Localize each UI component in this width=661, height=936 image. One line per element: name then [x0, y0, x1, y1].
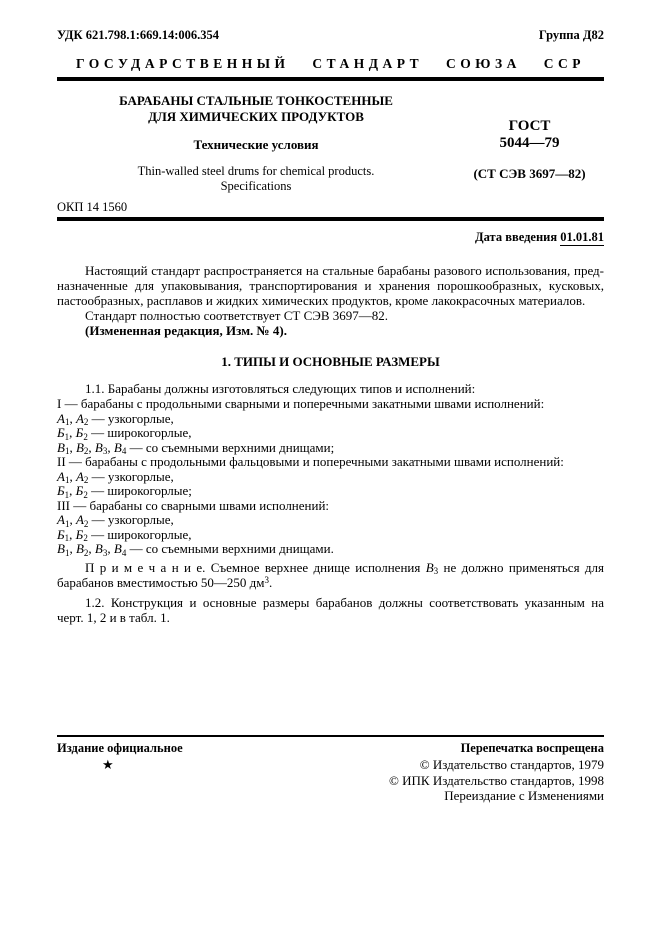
gost-designation [455, 118, 604, 152]
type-list-line: $В_1$, $В_2$, $В_3$, $В_4$ — со съемными верхними днищами. [57, 541, 334, 558]
page-footer [57, 735, 604, 804]
star-icon: ★ [102, 757, 114, 772]
type-list-line: III — барабаны со сварными швами исполнений: [57, 497, 330, 513]
document-title-en-line1: Thin-walled steel drums for chemical products. [137, 164, 375, 178]
document-subtitle: Технические условия [193, 137, 319, 152]
document-title-line2: ДЛЯ ХИМИЧЕСКИХ ПРОДУКТОВ [148, 109, 364, 124]
reissue-line: Переиздание с Изменениями [444, 788, 604, 803]
type-list-line: $В_1$, $В_2$, $В_3$, $В_4$ — со съемными верхними днищами; [57, 439, 335, 456]
scope-paragraph: Настоящий стандарт распространяется на стальные барабаны разового использования, предназначенные для упаковывания, транспортирования и хранения порошкообразных, кусковых, пастообразных, расплавов и жидких химических продуктов, кроме лакокрасочных материалов. [57, 263, 604, 308]
type-list-line: $Б_1$, $Б_2$ — широкогорлые, [57, 425, 192, 442]
section-1-heading: 1. ТИПЫ И ОСНОВНЫЕ РАЗМЕРЫ [221, 354, 440, 369]
copyright-block [389, 757, 604, 804]
footer-labels-row [57, 741, 604, 756]
type-list-line: I — барабаны с продольными сварными и поперечными закатными швами исполнений: [57, 396, 545, 411]
state-standard-banner: ГОСУДАРСТВЕННЫЙ СТАНДАРТ СОЮЗА ССР [76, 56, 585, 71]
drum-type-list [57, 397, 604, 557]
introduction-date-row [57, 230, 604, 245]
date-label: Дата введения [475, 230, 558, 244]
conformity-paragraph: Стандарт полностью соответствует СТ СЭВ 3697—82. [85, 308, 389, 323]
note-paragraph: П р и м е ч а н и е. Съемное верхнее днище исполнения $В_3$ не должно применяться для барабанов вместимостью 50—250 $дм^3$. [57, 559, 604, 590]
type-list-line: $Б_1$, $Б_2$ — широкогорлые, [57, 526, 192, 543]
udk-code: УДК 621.798.1:669.14:006.354 [57, 28, 220, 42]
type-list-line: $Б_1$, $Б_2$ — широкогорлые; [57, 483, 192, 500]
divider-thick-top [57, 77, 604, 81]
title-block [57, 93, 604, 194]
clause-1-2: 1.2. Конструкция и основные размеры барабанов должны соответствовать указанным на черт. 1, 2 и в табл. 1. [57, 594, 604, 625]
reprint-notice-label: Перепечатка воспрещена [460, 741, 604, 755]
amendment-paragraph: (Измененная редакция, Изм. № 4). [85, 323, 287, 338]
footer-second-row [57, 757, 604, 804]
date-value: 01.01.81 [560, 230, 604, 244]
okp-code: ОКП 14 1560 [57, 200, 128, 214]
type-list-line: $А_1$, $А_2$ — узкогорлые, [57, 468, 174, 485]
divider-thin-footer [57, 735, 604, 737]
type-list-line: II — барабаны с продольными фальцовыми и поперечными закатными швами исполнений: [57, 454, 564, 469]
divider-thick-middle [57, 217, 604, 221]
type-list-line: $А_1$, $А_2$ — узкогорлые, [57, 410, 174, 427]
top-classification-row [57, 28, 604, 43]
gost-number: 5044—79 [499, 135, 560, 151]
clause-1-1: 1.1. Барабаны должны изготовляться следующих типов и исполнений: [85, 381, 476, 396]
document-title-line1: БАРАБАНЫ СТАЛЬНЫЕ ТОНКОСТЕННЫЕ [119, 93, 393, 108]
official-edition-label: Издание официальное [57, 741, 183, 755]
group-code: Группа Д82 [538, 28, 604, 42]
type-list-line: $А_1$, $А_2$ — узкогорлые, [57, 512, 174, 529]
copyright-line-1979: © Издательство стандартов, 1979 [419, 757, 604, 772]
copyright-line-1998: © ИПК Издательство стандартов, 1998 [389, 772, 604, 788]
title-right-column [455, 93, 604, 194]
st-sev-reference: (СТ СЭВ 3697—82) [473, 166, 586, 181]
document-title-english [57, 164, 455, 194]
gost-label: ГОСТ [508, 118, 551, 134]
title-left-column [57, 93, 455, 194]
document-title-en-line2: Specifications [220, 179, 292, 193]
